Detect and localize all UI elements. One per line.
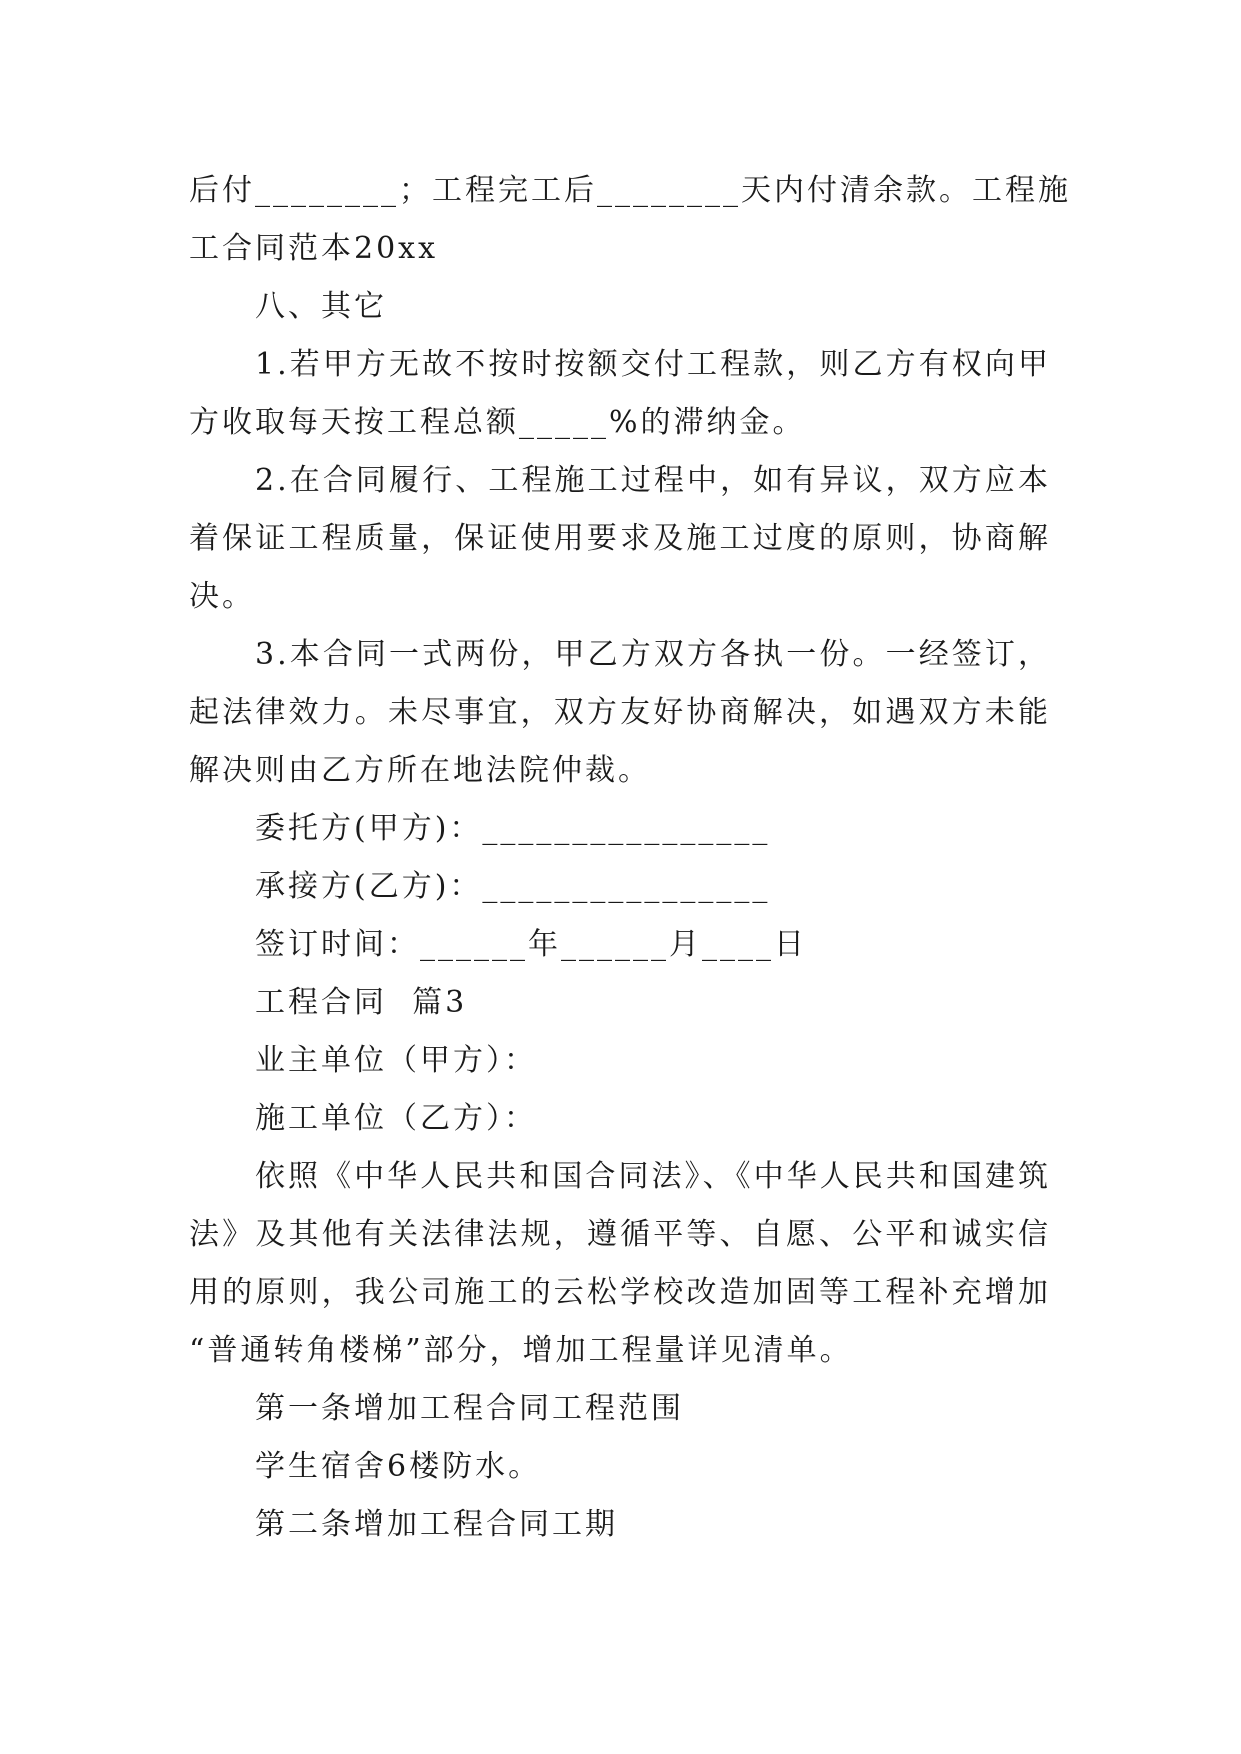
text-line: 2.在合同履行、工程施工过程中，如有异议，双方应本 — [255, 463, 1051, 498]
contract-title: 工程合同 篇3 — [255, 985, 468, 1020]
article-heading: 第一条增加工程合同工程范围 — [255, 1391, 684, 1426]
article-heading: 第二条增加工程合同工期 — [255, 1507, 618, 1542]
text-line: 3.本合同一式两份，甲乙方双方各执一份。一经签订， — [255, 637, 1051, 672]
text-line: 着保证工程质量，保证使用要求及施工过度的原则，协商解 — [189, 521, 1051, 556]
text-line: 后付________；工程完工后________天内付清余款。工程施 — [189, 173, 1071, 208]
section-heading: 八、其它 — [255, 289, 387, 324]
signing-date-line: 签订时间：______年______月____日 — [255, 927, 807, 962]
text-line: 1.若甲方无故不按时按额交付工程款，则乙方有权向甲 — [255, 347, 1051, 382]
text-line: 工合同范本20xx — [189, 231, 439, 266]
construction-unit-line: 施工单位（乙方）： — [255, 1101, 537, 1136]
document-body — [189, 162, 1071, 1554]
text-line: 解决则由乙方所在地法院仲裁。 — [189, 753, 651, 788]
text-line: 起法律效力。未尽事宜，双方友好协商解决，如遇双方未能 — [189, 695, 1051, 730]
text-line: 决。 — [189, 579, 255, 614]
text-line: 法》及其他有关法律法规，遵循平等、自愿、公平和诚实信 — [189, 1217, 1051, 1252]
text-line: 学生宿舍6楼防水。 — [255, 1449, 542, 1484]
text-line: 方收取每天按工程总额_____%的滞纳金。 — [189, 405, 806, 440]
text-line: “普通转角楼梯”部分，增加工程量详见清单。 — [189, 1333, 853, 1368]
signature-line-party-a: 委托方(甲方)：________________ — [255, 811, 771, 846]
signature-line-party-b: 承接方(乙方)：________________ — [255, 869, 771, 904]
owner-unit-line: 业主单位（甲方）： — [255, 1043, 537, 1078]
text-line: 用的原则，我公司施工的云松学校改造加固等工程补充增加 — [189, 1275, 1051, 1310]
text-line: 依照《中华人民共和国合同法》、《中华人民共和国建筑 — [255, 1159, 1051, 1194]
